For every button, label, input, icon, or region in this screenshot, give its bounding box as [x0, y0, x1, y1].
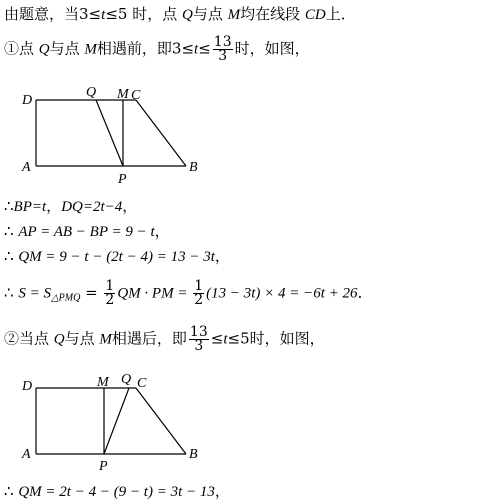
intro-cond: 3≤	[79, 5, 102, 23]
label-C: C	[131, 88, 141, 103]
intro-text: 由题意，当	[4, 5, 80, 23]
label-D: D	[22, 379, 33, 394]
case2-text2: 与点	[64, 329, 100, 348]
var-t: t	[194, 41, 199, 58]
end-mark: ，	[214, 482, 230, 500]
subscript-pmq: △PMQ	[50, 292, 81, 304]
case1-text1: ①点	[4, 39, 39, 58]
intro-text3: 与点	[192, 5, 228, 23]
eq-dq: DQ=2t−4	[61, 199, 123, 215]
label-P: P	[118, 172, 127, 187]
therefore-symbol: ∴	[4, 222, 14, 240]
frac-den: 3	[194, 338, 204, 354]
var-q: Q	[53, 331, 65, 348]
eq-s: S = S	[18, 285, 51, 302]
label-A: A	[22, 447, 31, 462]
case2-text4: 时，如图，	[249, 329, 325, 348]
label-D: D	[22, 93, 33, 108]
case2-text1: ②当点	[4, 329, 54, 348]
label-Q: Q	[121, 372, 132, 387]
var-cd: CD	[304, 7, 326, 23]
therefore-symbol: ∴	[4, 197, 14, 215]
therefore-symbol: ∴	[4, 247, 14, 265]
var-q: Q	[38, 41, 50, 58]
case1-text2: 与点	[49, 39, 85, 58]
frac-den: 3	[218, 48, 228, 64]
calc-line-5	[4, 481, 230, 502]
eq-rest: (13 − 3t) × 4 = −6t + 26	[206, 285, 358, 302]
therefore-symbol: ∴	[4, 283, 14, 302]
var-t: t	[101, 7, 106, 23]
label-M: M	[117, 87, 129, 102]
end-mark: ．	[357, 283, 373, 302]
case1-text3: 相遇前，即	[96, 39, 172, 58]
intro-text4: 均在线段	[240, 5, 305, 23]
end-mark: ，	[122, 197, 138, 215]
var-m: M	[99, 331, 112, 348]
var-m: M	[84, 41, 97, 58]
end-mark: ，	[154, 222, 170, 240]
eq-qm: QM = 9 − t − (2t − 4) = 13 − 3t	[18, 249, 215, 265]
case2-cond2: ≤5	[227, 329, 250, 348]
frac-den: 2	[194, 292, 204, 308]
frac-num: 13	[213, 34, 232, 50]
frac-den: 2	[105, 292, 115, 308]
label-A: A	[22, 160, 31, 175]
case2-cond: ≤	[210, 329, 224, 348]
frac-num: 1	[105, 278, 115, 294]
label-Q: Q	[86, 85, 97, 100]
var-q: Q	[181, 7, 193, 23]
sep: ，	[46, 197, 62, 215]
therefore-symbol: ∴	[4, 482, 14, 500]
label-B: B	[189, 447, 198, 462]
eq-sign: =	[80, 283, 103, 302]
eq-bp: BP=t	[13, 199, 47, 215]
label-P: P	[99, 459, 108, 474]
intro-cond2: ≤5	[105, 5, 128, 23]
label-B: B	[189, 160, 198, 175]
end-mark: ，	[214, 247, 230, 265]
frac-num: 13	[189, 324, 208, 340]
frac-num: 1	[194, 278, 204, 294]
intro-text2: 时，点	[127, 5, 182, 23]
case1-cond: 3≤	[171, 39, 195, 58]
case2-text3: 相遇后，即	[111, 329, 187, 348]
eq-qm-2: QM = 2t − 4 − (9 − t) = 3t − 13	[18, 484, 215, 500]
var-m: M	[227, 7, 241, 23]
case1-le: ≤	[198, 39, 211, 58]
segment-QP	[104, 388, 129, 454]
label-M: M	[97, 375, 109, 390]
var-t: t	[223, 331, 228, 348]
case1-text4: 时，如图，	[234, 39, 310, 58]
label-C: C	[137, 376, 147, 391]
intro-text5: 上．	[325, 5, 356, 23]
eq-mid: QM · PM =	[117, 285, 192, 302]
segment-CB	[136, 388, 186, 454]
eq-ap: AP = AB − BP = 9 − t	[18, 224, 155, 240]
